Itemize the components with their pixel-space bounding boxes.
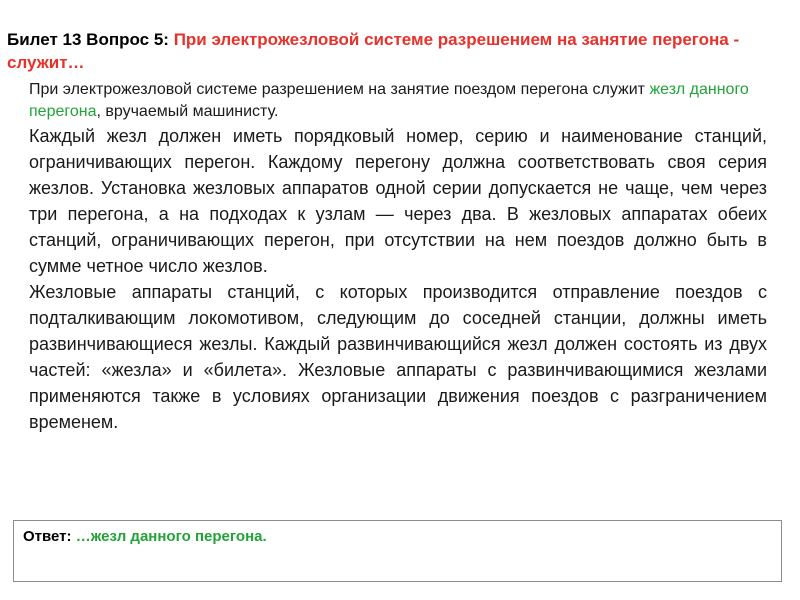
ticket-label: Билет 13 bbox=[7, 30, 82, 49]
question-text: При электрожезловой системе разрешением на занятие перегона - служит… bbox=[7, 30, 740, 72]
question-label: Вопрос 5: bbox=[86, 30, 169, 49]
intro-before: При электрожезловой системе разрешением на занятие поездом перегона служит bbox=[29, 81, 650, 98]
intro-highlight: жезл данного перегона bbox=[29, 81, 749, 120]
question-heading bbox=[7, 28, 787, 74]
answer-label: Ответ: bbox=[23, 528, 72, 545]
answer-text: …жезл данного перегона. bbox=[75, 528, 267, 545]
explanation-text bbox=[29, 79, 767, 435]
intro-after: , вручаемый машинисту. bbox=[96, 103, 279, 120]
answer-box bbox=[13, 520, 782, 582]
answer-line bbox=[23, 527, 267, 547]
paragraph-split-baton: Жезловые аппараты станций, с которых производится отправление поездов с подталкивающим локомотивом, следующим до соседней станции, должны иметь развинчивающиеся жезлы. Каждый развинчивающийся жезл должен состоять из двух частей: «жезла» и «билета». Жезловые аппараты с развинчивающимися жезлами применяются также в условиях организации движения поездов с разграничением временем. bbox=[29, 282, 767, 432]
intro-paragraph bbox=[29, 79, 767, 123]
paragraph-baton-numbering: Каждый жезл должен иметь порядковый номер, серию и наименование станций, ограничивающих перегон. Каждому перегону должна соответствовать своя серия жезлов. Установка жезловых аппаратов одной серии допускается не чаще, чем через три перегона, а на подходах к узлам — через два. В жезловых аппаратах обеих станций, ограничивающих перегон, при отсутствии на нем поездов должно быть в сумме четное число жезлов. bbox=[29, 126, 767, 276]
